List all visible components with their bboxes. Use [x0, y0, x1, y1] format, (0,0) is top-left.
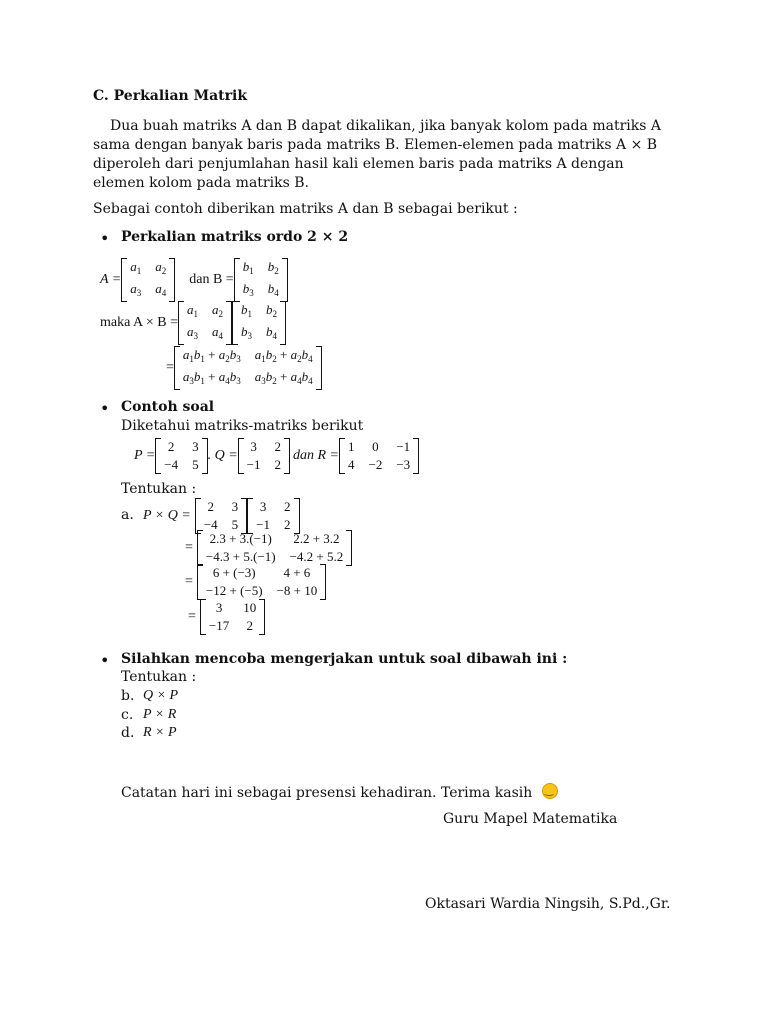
- matrix-cell: −8 + 10: [276, 583, 318, 598]
- matrix-cell: $a_3$: [187, 324, 199, 341]
- matrix-q-copy: [247, 498, 299, 534]
- ordo-definition-row: [100, 258, 288, 302]
- exercise-d-expr: R × P: [143, 725, 177, 740]
- r-label: dan R =: [293, 448, 339, 463]
- note-text: Catatan hari ini sebagai presensi kehadiran. Terima kasih: [121, 785, 533, 801]
- matrix-cell: 10: [243, 600, 257, 615]
- matrix-cell: $b_2$: [267, 259, 279, 276]
- matrix-a-copy: [178, 301, 232, 345]
- matrix-cell: 6 + (−3): [212, 565, 256, 580]
- matrix-cell: 3: [259, 499, 267, 514]
- intro-paragraph: Dua buah matriks A dan B dapat dikalikan, jika banyak kolom pada matriks A sama dengan banyak baris pada matriks B. Elemen-elemen pada matriks A × B diperoleh dari penjumlahan hasil kali elemen baris pada matriks A dengan elemen kolom pada matriks B.: [93, 118, 661, 191]
- tentukan2-text: Tentukan :: [121, 669, 197, 685]
- bullet3-title: Silahkan mencoba mengerjakan untuk soal dibawah ini :: [121, 651, 568, 667]
- matrix-cell: −2: [368, 457, 383, 472]
- matrix-cell: $b_3$: [242, 281, 254, 298]
- matrix-cell: 2: [246, 618, 253, 633]
- equals-sign: =: [185, 540, 193, 555]
- maka-label: maka A × B =: [100, 315, 179, 330]
- matrix-cell: $b_2$: [266, 302, 278, 319]
- matrix-cell: −1: [396, 439, 411, 454]
- matrix-cell: −17: [208, 618, 230, 633]
- matrix-cell: $a_1b_2 + a_2b_4$: [254, 347, 313, 364]
- q-label: . Q =: [207, 448, 238, 463]
- matrix-cell: 3: [192, 439, 199, 454]
- matrix-step4: [200, 599, 265, 635]
- equals-sign: =: [166, 360, 174, 375]
- exercise-d-label: d.: [121, 725, 135, 741]
- matrix-cell: $a_1b_1 + a_2b_3$: [182, 347, 241, 364]
- signature-name: Oktasari Wardia Ningsih, S.Pd.,Gr.: [425, 896, 671, 912]
- p-times-q: P × Q =: [143, 508, 191, 523]
- matrix-cell: 3: [250, 439, 257, 454]
- matrix-step3: [197, 564, 326, 600]
- matrix-q: [238, 438, 290, 474]
- solution-step2: [185, 530, 352, 566]
- matrix-cell: $a_4$: [212, 324, 224, 341]
- matrix-cell: 0: [372, 439, 379, 454]
- bullet2-title: Contoh soal: [121, 399, 215, 415]
- matrix-cell: −4.3 + 5.(−1): [205, 549, 276, 564]
- matrix-a: [121, 258, 175, 302]
- matrix-cell: −3: [396, 457, 411, 472]
- ordo-result-row: [166, 346, 322, 390]
- exercise-c-label: c.: [121, 707, 134, 723]
- matrix-cell: 2.3 + 3.(−1): [209, 531, 272, 546]
- bullet-icon: •: [100, 399, 110, 418]
- equals-sign: =: [185, 574, 193, 589]
- exercise-c-expr: P × R: [143, 707, 177, 722]
- bullet-icon: •: [100, 651, 110, 670]
- bullet1-title: Perkalian matriks ordo 2 × 2: [121, 229, 349, 245]
- matrix-p-copy: [195, 498, 247, 534]
- matrix-cell: $a_3$: [130, 281, 142, 298]
- matrix-cell: 2: [274, 439, 281, 454]
- matrix-cell: $b_1$: [241, 302, 253, 319]
- matrix-cell: $b_3$: [241, 324, 253, 341]
- matrix-b: [234, 258, 288, 302]
- matrix-cell: 4: [348, 457, 355, 472]
- matrix-cell: 2: [207, 499, 214, 514]
- matrix-cell: $a_1$: [130, 259, 142, 276]
- example-intro: Sebagai contoh diberikan matriks A dan B sebagai berikut :: [93, 201, 518, 217]
- p-label: P =: [134, 448, 156, 463]
- matrix-cell: −12 + (−5): [205, 583, 263, 598]
- matrix-cell: −1: [256, 517, 270, 532]
- matrix-cell: −4: [203, 517, 218, 532]
- dan-b-label: dan B =: [189, 272, 234, 287]
- matrix-cell: 2: [274, 457, 281, 472]
- matrix-cell: 3: [231, 499, 239, 514]
- equals-sign: =: [188, 609, 196, 624]
- solution-step3: [185, 564, 326, 600]
- diketahui-text: Diketahui matriks-matriks berikut: [121, 418, 364, 434]
- matrix-cell: 4 + 6: [283, 565, 311, 580]
- matrix-p: [155, 438, 207, 474]
- matrix-cell: 3: [215, 600, 223, 615]
- exercise-b-expr: Q × P: [143, 688, 179, 703]
- signature-role: Guru Mapel Matematika: [443, 811, 618, 827]
- ordo-product-row: [100, 301, 286, 345]
- matrix-cell: 2: [167, 439, 175, 454]
- note-text-row: [121, 783, 558, 801]
- matrix-cell: $b_1$: [242, 259, 254, 276]
- matrix-cell: 1: [348, 439, 355, 454]
- tentukan-text: Tentukan :: [121, 481, 197, 497]
- matrix-result: [174, 346, 322, 390]
- matrix-cell: $a_2$: [212, 302, 224, 319]
- matrix-cell: −1: [246, 457, 261, 472]
- matrix-b-copy: [232, 301, 286, 345]
- matrix-cell: 2.2 + 3.2: [293, 531, 340, 546]
- smile-emoji-icon: [542, 783, 558, 799]
- section-title: C. Perkalian Matrik: [93, 88, 248, 104]
- exercise-b-label: b.: [121, 688, 135, 704]
- bullet-icon: •: [100, 229, 110, 248]
- matrix-cell: −4.2 + 5.2: [289, 549, 344, 564]
- matrix-cell: $b_4$: [266, 324, 278, 341]
- a-label: A =: [100, 272, 122, 287]
- given-matrices-row: [134, 438, 419, 474]
- solution-step4: [188, 599, 265, 635]
- solution-step1: [143, 498, 300, 534]
- matrix-cell: $a_2$: [155, 259, 167, 276]
- matrix-step2: [197, 530, 352, 566]
- solution-label: a.: [121, 507, 134, 523]
- matrix-cell: −4: [164, 457, 179, 472]
- matrix-cell: 2: [284, 517, 291, 532]
- matrix-cell: $a_3b_1 + a_4b_3$: [182, 369, 241, 386]
- matrix-r: [339, 438, 419, 474]
- matrix-cell: 5: [192, 457, 199, 472]
- matrix-cell: $a_3b_2 + a_4b_4$: [254, 369, 313, 386]
- matrix-cell: 2: [284, 499, 291, 514]
- matrix-cell: $b_4$: [267, 281, 279, 298]
- matrix-cell: 5: [231, 517, 239, 532]
- matrix-cell: $a_4$: [155, 281, 167, 298]
- matrix-cell: $a_1$: [187, 302, 199, 319]
